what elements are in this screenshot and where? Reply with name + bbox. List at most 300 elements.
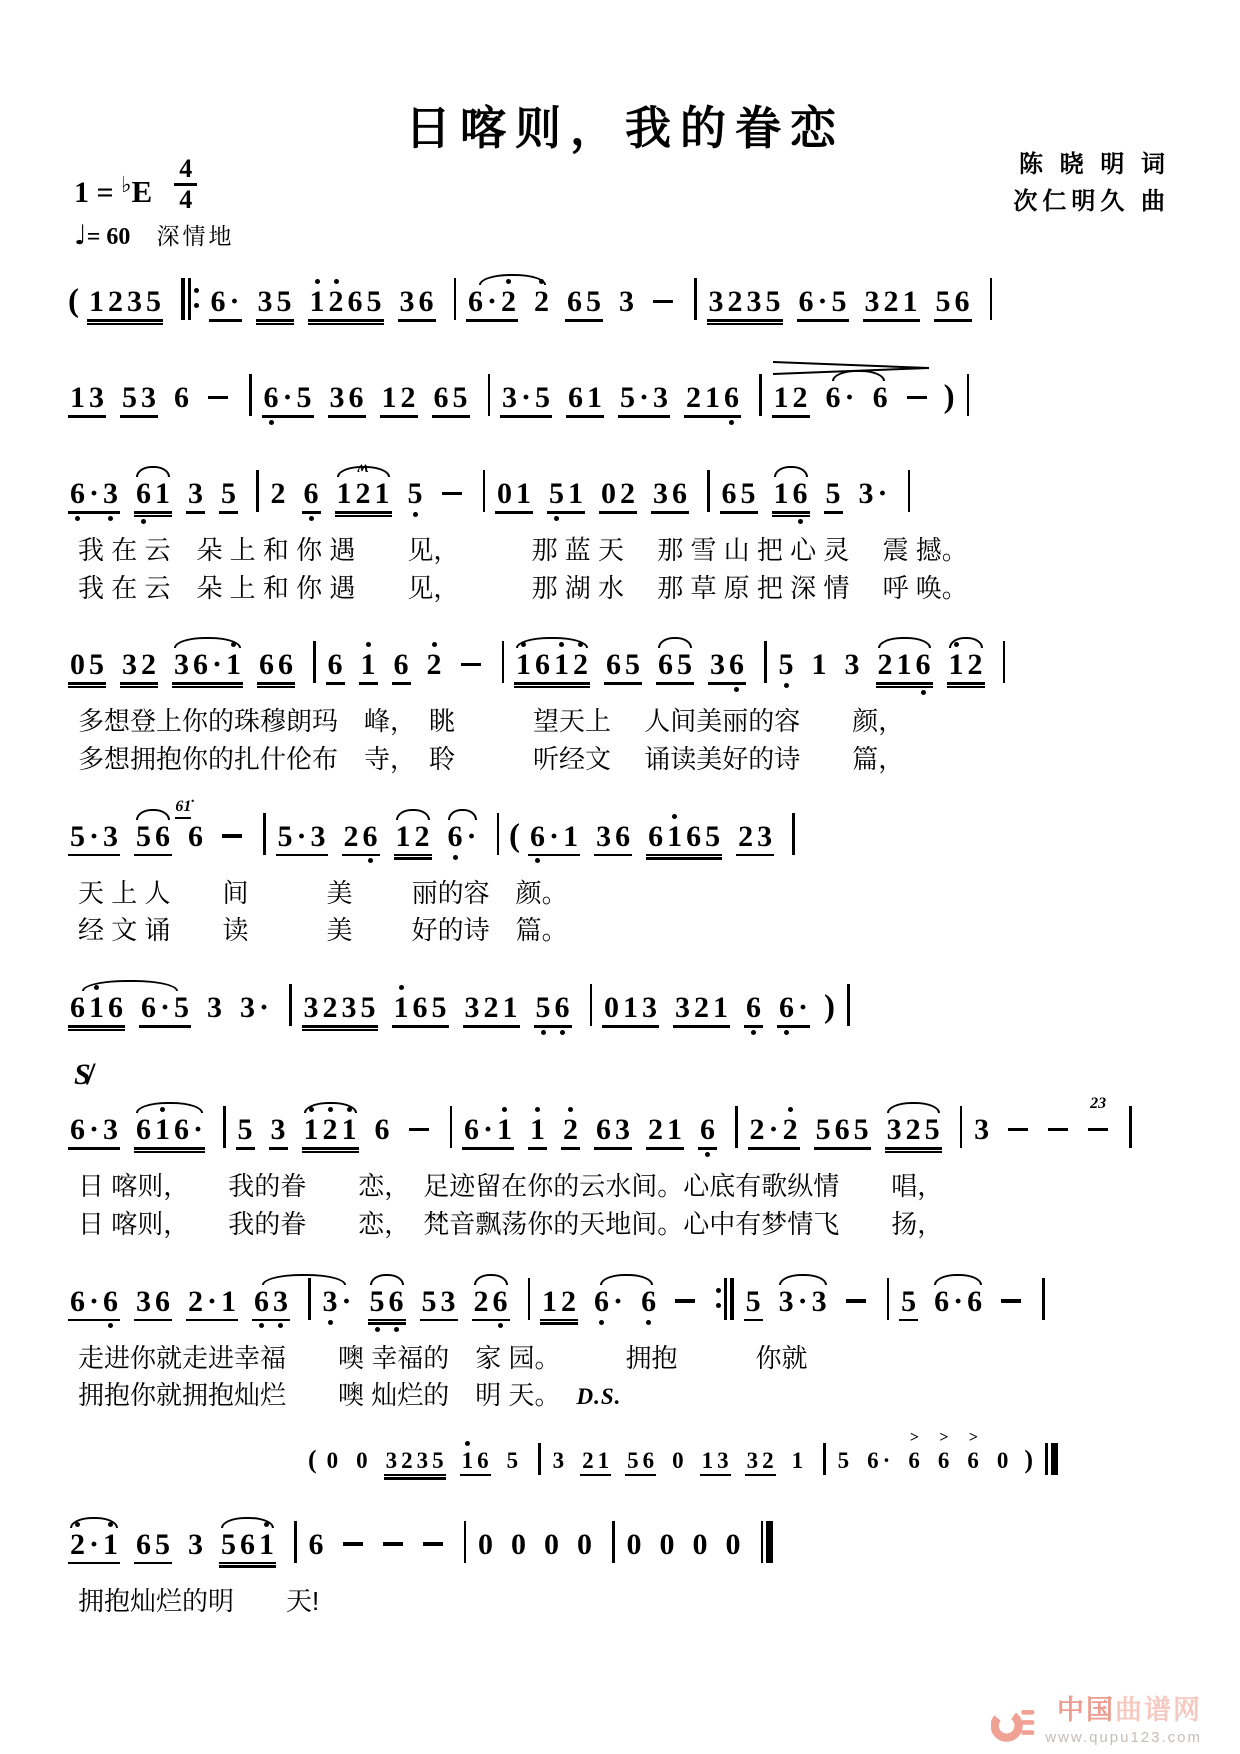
beam-underline (302, 1029, 378, 1032)
note-char: 1 (530, 1113, 546, 1147)
beam-underline (472, 1319, 510, 1322)
note-group (269, 1115, 288, 1145)
note-group (134, 1527, 172, 1561)
beam-underline (656, 682, 694, 685)
beam-group (219, 822, 245, 852)
beam-group (646, 1115, 684, 1145)
note-char: 5 (431, 991, 447, 1025)
barline-stroke (294, 1521, 297, 1563)
beam-underline (120, 415, 158, 418)
beam-underline (646, 1147, 684, 1150)
note-group (843, 650, 862, 680)
note-char: 6 (254, 1284, 270, 1318)
beam-group (326, 650, 345, 680)
note-group (460, 1449, 491, 1472)
note-group (670, 1449, 686, 1472)
note-char: 0 (626, 1527, 642, 1561)
note-group (269, 479, 288, 509)
beam-underline (777, 1025, 810, 1028)
note-group (446, 819, 479, 853)
note-group (406, 1115, 432, 1145)
beam-group (534, 993, 572, 1023)
lyricist-credit: 陈 晓 明 词 (1018, 151, 1170, 178)
note-char: 3 (310, 819, 326, 853)
note-group (617, 287, 636, 317)
note-char: 3 (552, 1447, 565, 1473)
note-group (720, 479, 758, 509)
beam-underline (540, 1322, 578, 1325)
note-char: 6 (954, 285, 970, 318)
note-char: 1 (374, 477, 390, 510)
note-group (646, 1115, 684, 1145)
note-group (824, 383, 857, 413)
note-char: 6 (308, 1527, 324, 1561)
note-char: 1 (568, 477, 584, 510)
note-char: 1 (667, 819, 683, 853)
beam-group (420, 1284, 458, 1318)
note-char: 3 (757, 819, 773, 853)
beam-underline (134, 1147, 205, 1150)
system (68, 1423, 1182, 1487)
grace-notes: 61̇ (175, 798, 191, 819)
note-char: 5 (935, 285, 951, 318)
dal-segno-marking: D.S. (576, 1384, 622, 1410)
beam-group (432, 383, 470, 413)
note-char: 3 (886, 1113, 902, 1147)
beam-underline (885, 1147, 942, 1150)
note-char: 3 (103, 1113, 119, 1147)
beam-group (134, 1284, 172, 1318)
note-char: 0 (996, 1447, 1009, 1473)
beam-group (392, 993, 449, 1023)
beam-group (219, 479, 238, 509)
slur-arc (304, 1102, 357, 1113)
note-group (698, 1115, 717, 1145)
note-char: 6 (967, 1447, 979, 1473)
beam-group (466, 287, 518, 317)
repeat-dots (194, 278, 199, 320)
beam-group (68, 383, 106, 413)
beam-underline (744, 1025, 763, 1028)
beam-underline (432, 415, 470, 418)
barline-stroke (502, 641, 505, 683)
note-char: 6 (700, 1113, 716, 1147)
note-group (797, 287, 849, 317)
note-char: 1 (773, 381, 789, 414)
beam-underline (566, 415, 604, 418)
dash-note (383, 1542, 403, 1546)
note-char: 2 (534, 285, 550, 318)
note-group (594, 1115, 632, 1145)
note-char: 3 (273, 1284, 289, 1318)
beam-underline (684, 415, 741, 418)
note-char: 3 (710, 648, 726, 682)
beam-underline (466, 319, 518, 322)
note-char: 2 (648, 1113, 664, 1147)
note-group (509, 1527, 528, 1561)
note-char: 1 (623, 991, 639, 1025)
barline-stroke (483, 470, 486, 512)
beam-group (134, 1115, 205, 1145)
beam-underline (302, 511, 321, 514)
note-char: 6 (136, 1113, 152, 1147)
beam-group (594, 819, 632, 853)
note-group (68, 650, 106, 680)
beam-underline (394, 854, 432, 857)
barline-stroke (761, 1521, 764, 1563)
note-char: · (817, 285, 828, 318)
note-char: 5 (924, 1113, 940, 1147)
beam-underline (68, 686, 106, 689)
note-group (205, 383, 231, 413)
beam-group (68, 1115, 120, 1145)
barline (289, 984, 292, 1026)
watermark-text-block (1045, 1697, 1202, 1746)
watermark-url: www.qupu123.com (1045, 1729, 1202, 1746)
dash-note (222, 834, 242, 838)
barline-stroke (313, 641, 316, 683)
note-group (134, 1284, 172, 1318)
note-char: 5 (549, 477, 565, 510)
note-char: 6 (374, 1113, 390, 1147)
beam-group (1045, 1115, 1071, 1145)
beam-underline (335, 515, 392, 518)
beam-group (575, 1527, 594, 1561)
note-char: 6 (136, 477, 152, 510)
note-char: 1 (597, 1447, 610, 1473)
tempo-value: = 60 (86, 224, 131, 250)
note-char: 0 (692, 1527, 708, 1561)
note-char: 0 (326, 1447, 339, 1473)
beam-group (342, 819, 380, 853)
beam-underline (302, 1151, 359, 1154)
note-group (906, 1428, 922, 1473)
notes-row (68, 615, 1182, 703)
barline-stroke (823, 1443, 826, 1475)
note-char: 2 (967, 648, 983, 682)
note-group (592, 1284, 625, 1318)
note-char: 5 (237, 1113, 253, 1147)
note-char: 0 (604, 991, 620, 1025)
note-group (998, 1287, 1024, 1317)
note-char: · (797, 1284, 808, 1318)
beam-group (269, 479, 288, 509)
note-group (885, 1115, 942, 1145)
note-char: 1 (811, 648, 827, 682)
slur-arc (474, 1274, 508, 1285)
note-char: 2 (883, 285, 899, 318)
note-group (120, 383, 158, 413)
note-group (814, 1115, 871, 1145)
lyrics-text: 多想登上你的珠穆朗玛 峰， 眺 望天上 人间美丽的容 颜， (78, 706, 905, 737)
beam-group (617, 287, 636, 317)
note-char: 6 (362, 819, 378, 853)
note-char: 5 (740, 477, 756, 510)
note-char: 1 (309, 285, 325, 318)
note-group (134, 1115, 205, 1145)
beam-group (120, 650, 158, 680)
beam-underline (87, 319, 163, 322)
note-char: · (229, 285, 240, 318)
beam-underline (68, 1147, 120, 1150)
beam-group (843, 1287, 869, 1317)
beam-group (380, 1530, 406, 1560)
note-char: 2 (762, 1447, 774, 1473)
note-group (810, 650, 829, 680)
note-group (472, 1284, 510, 1318)
beam-group (673, 993, 730, 1023)
beam-underline (528, 854, 580, 857)
beam-group (302, 479, 321, 509)
beam-underline (646, 854, 722, 857)
note-char: 1 (155, 477, 171, 510)
note-char: 1 (587, 381, 603, 414)
beam-underline (947, 682, 985, 685)
barline (967, 374, 970, 416)
barline-stroke (256, 470, 259, 512)
note-char: 2 (322, 1113, 338, 1147)
beam-group (656, 650, 694, 680)
note-group (618, 383, 670, 413)
note-group (684, 383, 741, 413)
beam-underline (462, 1147, 514, 1150)
barline (450, 1106, 453, 1148)
note-char: 2 (108, 285, 123, 318)
note-char: 5 (146, 285, 161, 318)
note-group (87, 287, 163, 317)
note-group (865, 1449, 892, 1472)
note-group (625, 1449, 656, 1472)
barline (1042, 1278, 1045, 1320)
system (68, 1495, 1182, 1621)
note-char: · (483, 1113, 494, 1147)
beam-group (936, 1449, 952, 1472)
note-char: 1 (336, 477, 352, 510)
note-group (772, 479, 810, 509)
note-char: 2 (414, 819, 430, 853)
note-char: 1 (303, 1113, 319, 1147)
beam-group (906, 1449, 922, 1472)
notes-row (68, 1252, 1182, 1340)
note-group (651, 479, 689, 509)
system (68, 1054, 1182, 1243)
note-char: 5 (369, 1284, 385, 1318)
beam-underline (384, 1474, 446, 1477)
note-group (236, 1115, 255, 1145)
note-char: 6 (259, 648, 275, 682)
beam-group (209, 287, 242, 317)
beam-underline (172, 686, 243, 689)
note-group (580, 1449, 611, 1472)
note-char: 6 (347, 285, 363, 318)
note-char: 6 (530, 819, 546, 853)
dash-note (1048, 1128, 1068, 1132)
lyrics-text: 走进你就走进幸福 噢 幸福的 家 园。 拥抱 你就 (78, 1342, 808, 1373)
beam-group (186, 1284, 238, 1318)
note-char: 1 (497, 1113, 513, 1147)
note-group (625, 1527, 644, 1561)
note-group (528, 1115, 547, 1145)
note-char: 6 (278, 648, 294, 682)
composer-credit: 次仁明久 曲 (1013, 188, 1170, 216)
beam-underline (359, 682, 378, 685)
note-char: 5 (221, 477, 237, 510)
lyrics-line (78, 875, 1182, 913)
note-char: · (768, 1113, 779, 1147)
beam-group (736, 819, 774, 853)
note-group (308, 287, 384, 317)
slur-arc (396, 809, 430, 820)
note-char: 6 (908, 1447, 920, 1473)
beam-underline (885, 1151, 942, 1154)
beam-group (458, 650, 484, 680)
note-char: 1 (563, 819, 579, 853)
note-char: · (341, 1284, 352, 1318)
note-char: 3 (303, 991, 319, 1025)
note-char: 3 (464, 991, 480, 1025)
note-group (326, 650, 345, 680)
note-group (724, 1527, 743, 1561)
note-char: 6 (568, 381, 584, 414)
ornament: > (909, 1428, 919, 1446)
note-char: 1 (360, 648, 376, 682)
note-group (561, 1115, 580, 1145)
note-char: 5 (407, 477, 423, 510)
note-char: 6 (641, 1284, 657, 1318)
beam-group (328, 383, 366, 413)
beam-group (744, 1284, 763, 1318)
note-char: 0 (577, 1527, 593, 1561)
beam-underline (772, 511, 810, 514)
note-char: 1 (701, 1447, 714, 1473)
beam-group (580, 1449, 611, 1472)
lyrics-text: 日 喀则， 我的眷 恋， 足迹留在你的云水间。心底有歌纵情 唱， (78, 1171, 944, 1202)
note-group (528, 819, 580, 853)
barline (590, 984, 593, 1026)
note-char: 6 (447, 819, 463, 853)
beam-underline (673, 1025, 730, 1028)
note-char: 6 (174, 381, 189, 414)
note-char: · (89, 477, 100, 510)
beam-group (495, 479, 533, 509)
dash-note (1088, 1128, 1108, 1132)
note-char: 6 (606, 648, 622, 682)
note-char: 3 (502, 381, 518, 414)
slur-arc (370, 1274, 404, 1285)
beam-underline (68, 682, 106, 685)
note-char: 5 (837, 1447, 850, 1473)
note-char: 3 (188, 477, 204, 510)
note-group (134, 819, 172, 853)
note-char: 3 (207, 991, 223, 1025)
note-group (476, 1527, 495, 1561)
note-char: · (212, 648, 223, 682)
beam-underline (308, 319, 384, 322)
beam-underline (236, 1147, 255, 1150)
beam-underline (500, 415, 552, 418)
note-char: 6 (915, 648, 931, 682)
ornament: > (939, 1428, 949, 1446)
system (68, 615, 1182, 778)
barline (887, 1278, 890, 1320)
note-char: 2 (426, 648, 442, 682)
note-group (691, 1527, 710, 1561)
beam-underline (398, 319, 436, 322)
note-group (904, 383, 930, 413)
note-char: 5 (765, 285, 781, 318)
note-group (302, 993, 378, 1023)
note-group (863, 287, 920, 317)
beam-group (708, 650, 746, 680)
beam-underline (120, 686, 158, 689)
beam-underline (707, 319, 783, 322)
note-group (186, 1284, 238, 1318)
note-char: · (844, 381, 855, 414)
note-char: 6 (615, 819, 631, 853)
note-group (380, 1530, 406, 1560)
beam-group (744, 993, 763, 1023)
dash-note (653, 300, 673, 304)
decrescendo-hairpin (772, 361, 930, 375)
barline (488, 374, 491, 416)
beam-underline (594, 1147, 632, 1150)
barline (1129, 1106, 1132, 1148)
dash-note (1008, 1128, 1028, 1132)
note-group (934, 287, 972, 317)
beam-underline (219, 1565, 276, 1568)
note-char: 0 (497, 477, 513, 510)
beam-underline (87, 323, 163, 326)
beam-group (876, 650, 933, 680)
note-group (175, 798, 205, 853)
note-char: 5 (677, 648, 693, 682)
beam-group (528, 819, 580, 853)
lyrics-line (78, 570, 1182, 608)
beam-underline (899, 1319, 918, 1322)
note-char: 5 (70, 819, 85, 853)
beam-group (392, 650, 411, 680)
barline (716, 1278, 734, 1320)
note-char: 3 (653, 477, 669, 510)
note-group (354, 1449, 370, 1472)
lyrics-line (78, 741, 1182, 779)
beam-group (325, 1449, 341, 1472)
beam-group (186, 479, 205, 509)
note-char: · (89, 1527, 100, 1561)
key-prefix: 1 = (74, 176, 122, 209)
note-char: 3 (89, 381, 104, 414)
note-group (744, 1284, 763, 1318)
note-group (205, 993, 224, 1023)
note-group (321, 1284, 354, 1318)
beam-group (505, 1449, 521, 1472)
note-char: 6 (642, 1447, 655, 1473)
note-char: 3 (642, 991, 658, 1025)
note-char: 3 (385, 1447, 398, 1473)
watermark-site-light: 曲谱网 (1115, 1695, 1202, 1725)
note-char: 1 (554, 648, 570, 682)
note-char: 3 (341, 991, 357, 1025)
beam-underline (463, 1025, 520, 1028)
note-group (68, 1284, 120, 1318)
note-char: 1 (667, 1113, 683, 1147)
beam-underline (618, 415, 670, 418)
note-group (551, 1449, 567, 1472)
note-char: 5 (825, 477, 841, 510)
beam-group (172, 383, 191, 413)
note-char: 5 (296, 381, 312, 414)
paren: ( (308, 1444, 317, 1474)
